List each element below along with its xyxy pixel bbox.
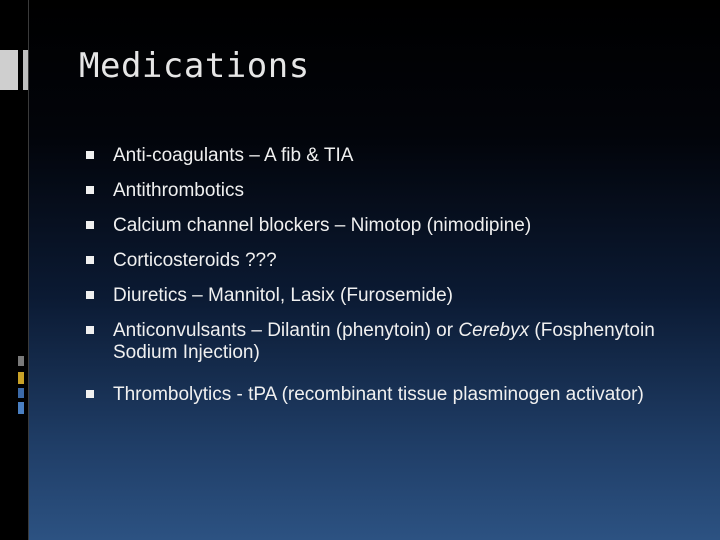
bullet-text-italic: Cerebyx <box>458 320 530 341</box>
slide-title: Medications <box>79 46 310 86</box>
bullet-text: Antithrombotics <box>113 180 244 201</box>
square-bullet-icon <box>86 326 94 334</box>
bullet-item <box>86 180 686 202</box>
accent-block-gray <box>18 356 24 366</box>
title-marker-bar <box>0 50 18 90</box>
title-marker-bar-thin <box>23 50 28 90</box>
accent-block-gold <box>18 372 24 384</box>
square-bullet-icon <box>86 221 94 229</box>
square-bullet-icon <box>86 390 94 398</box>
square-bullet-icon <box>86 256 94 264</box>
bullet-item <box>86 285 686 307</box>
square-bullet-icon <box>86 291 94 299</box>
bullet-text: Calcium channel blockers – Nimotop (nimodipine) <box>113 215 532 236</box>
bullet-text-tail: (Fosphenytoin Sodium Injection) <box>113 320 655 363</box>
bullet-item <box>86 145 686 167</box>
bullet-text-lead: Anticonvulsants – Dilantin (phenytoin) or <box>113 320 459 341</box>
bullet-text: Anti-coagulants – A fib & TIA <box>113 145 354 166</box>
square-bullet-icon <box>86 186 94 194</box>
bullet-item <box>86 320 686 364</box>
square-bullet-icon <box>86 151 94 159</box>
bullet-text: Diuretics – Mannitol, Lasix (Furosemide) <box>113 285 454 306</box>
bullet-list <box>86 145 686 419</box>
accent-block-blue <box>18 388 24 398</box>
accent-block-light-blue <box>18 402 24 414</box>
bullet-item <box>86 250 686 272</box>
bullet-text: Thrombolytics - tPA (recombinant tissue plasminogen activator) <box>113 384 644 405</box>
bullet-item <box>86 215 686 237</box>
bullet-item <box>86 384 686 406</box>
bullet-text: Corticosteroids ??? <box>113 250 277 271</box>
strip-divider-line <box>28 0 29 540</box>
